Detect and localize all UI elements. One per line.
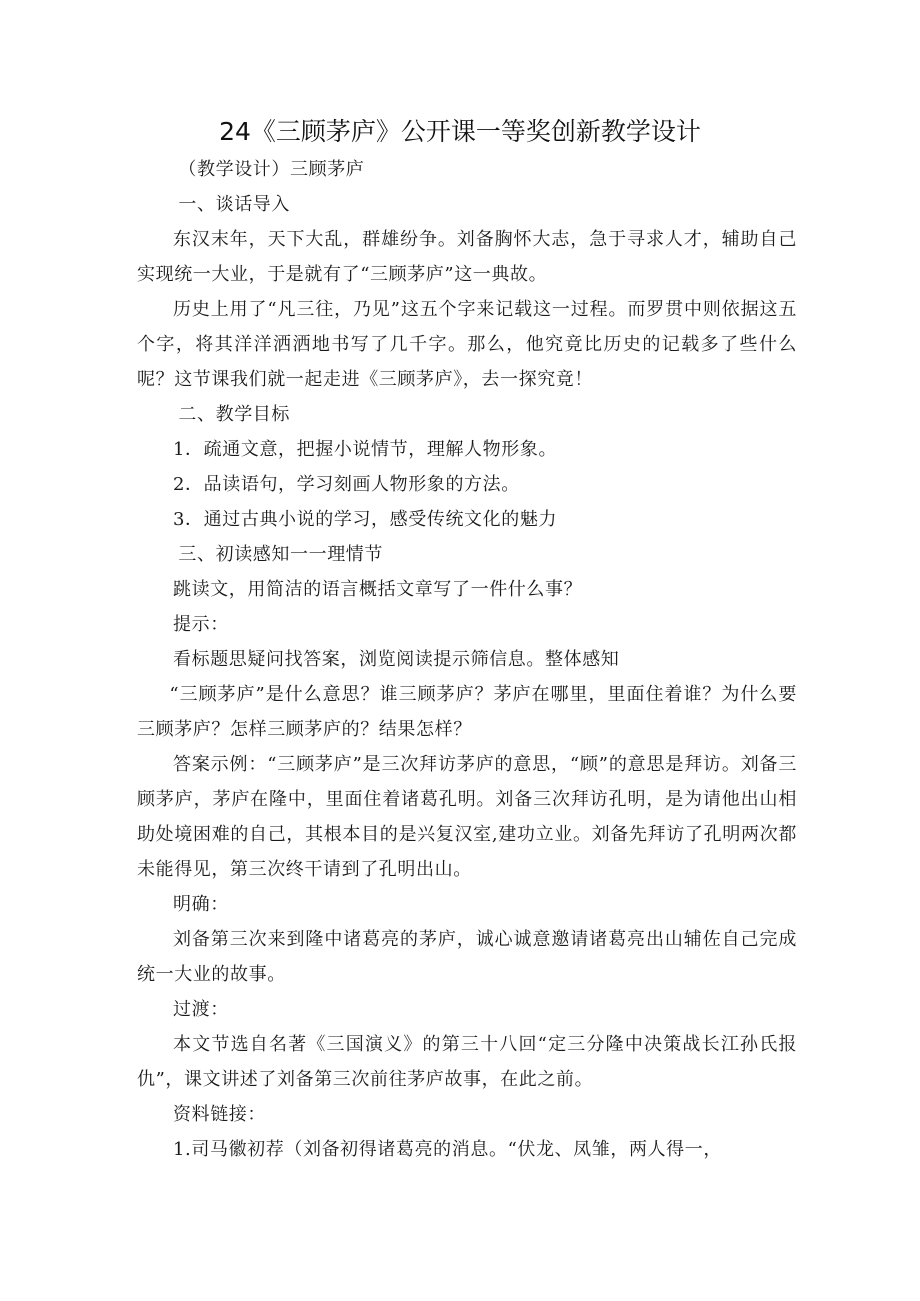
paragraph: 1.司马徽初荐（刘备初得诸葛亮的消息。“伏龙、凤雏，两人得一，	[173, 1139, 722, 1160]
paragraph: “三顾茅庐”是什么意思？谁三顾茅庐？茅庐在哪里，里面住着谁？为什么要三顾茅庐？怎样三顾茅庐的？结果怎样？	[137, 684, 797, 740]
paragraph: 刘备第三次来到隆中诸葛亮的茅庐，诚心诚意邀请诸葛亮出山辅佐自己完成统一大业的故事。	[137, 929, 797, 985]
document-title: 24《三顾茅庐》公开课一等奖创新教学设计	[219, 117, 701, 146]
goal-item: 2．品读语句，学习刻画人物形象的方法。	[173, 474, 520, 495]
paragraph: 跳读文，用简洁的语言概括文章写了一件什么事？	[173, 579, 583, 600]
document-body	[137, 152, 797, 1167]
goal-item: 3．通过古典小说的学习，感受传统文化的魅力	[173, 509, 558, 530]
paragraph-label: 明确：	[173, 894, 229, 915]
paragraph-label: 提示：	[173, 614, 229, 635]
paragraph: 看标题思疑问找答案，浏览阅读提示筛信息。整体感知	[173, 649, 620, 670]
paragraph-subtitle: （教学设计）三顾茅庐	[178, 159, 365, 180]
section-heading-goals: 二、教学目标	[178, 404, 290, 425]
goal-item: 1．疏通文意，把握小说情节，理解人物形象。	[173, 439, 558, 460]
paragraph-label: 过渡：	[173, 999, 229, 1020]
paragraph: 历史上用了“凡三往，乃见”这五个字来记载这一过程。而罗贯中则依据这五个字，将其洋洋洒洒地书写了几千字。那么，他究竟比历史的记载多了些什么呢？这节课我们就一起走进《三顾茅庐》，去一探究竟！	[137, 299, 797, 390]
paragraph: 答案示例：“三顾茅庐”是三次拜访茅庐的意思，“顾”的意思是拜访。刘备三顾茅庐，茅庐在隆中，里面住着诸葛孔明。刘备三次拜访孔明，是为请他出山相助处境困难的自己，其根本目的是兴复汉室,建功立业。刘备先拜访了孔明两次都未能得见，第三次终干请到了孔明出山。	[137, 754, 797, 880]
paragraph: 东汉末年，天下大乱，群雄纷争。刘备胸怀大志，急于寻求人才，辅助自己实现统一大业，于是就有了“三顾茅庐”这一典故。	[137, 229, 797, 285]
section-heading-intro: 一、谈话导入	[178, 194, 290, 215]
paragraph: 本文节选自名著《三国演义》的第三十八回“定三分隆中决策战长江孙氏报仇”，课文讲述了刘备第三次前往茅庐故事，在此之前。	[137, 1034, 797, 1090]
paragraph-label: 资料链接：	[173, 1104, 266, 1125]
section-heading-reading: 三、初读感知一一理情节	[178, 544, 383, 565]
